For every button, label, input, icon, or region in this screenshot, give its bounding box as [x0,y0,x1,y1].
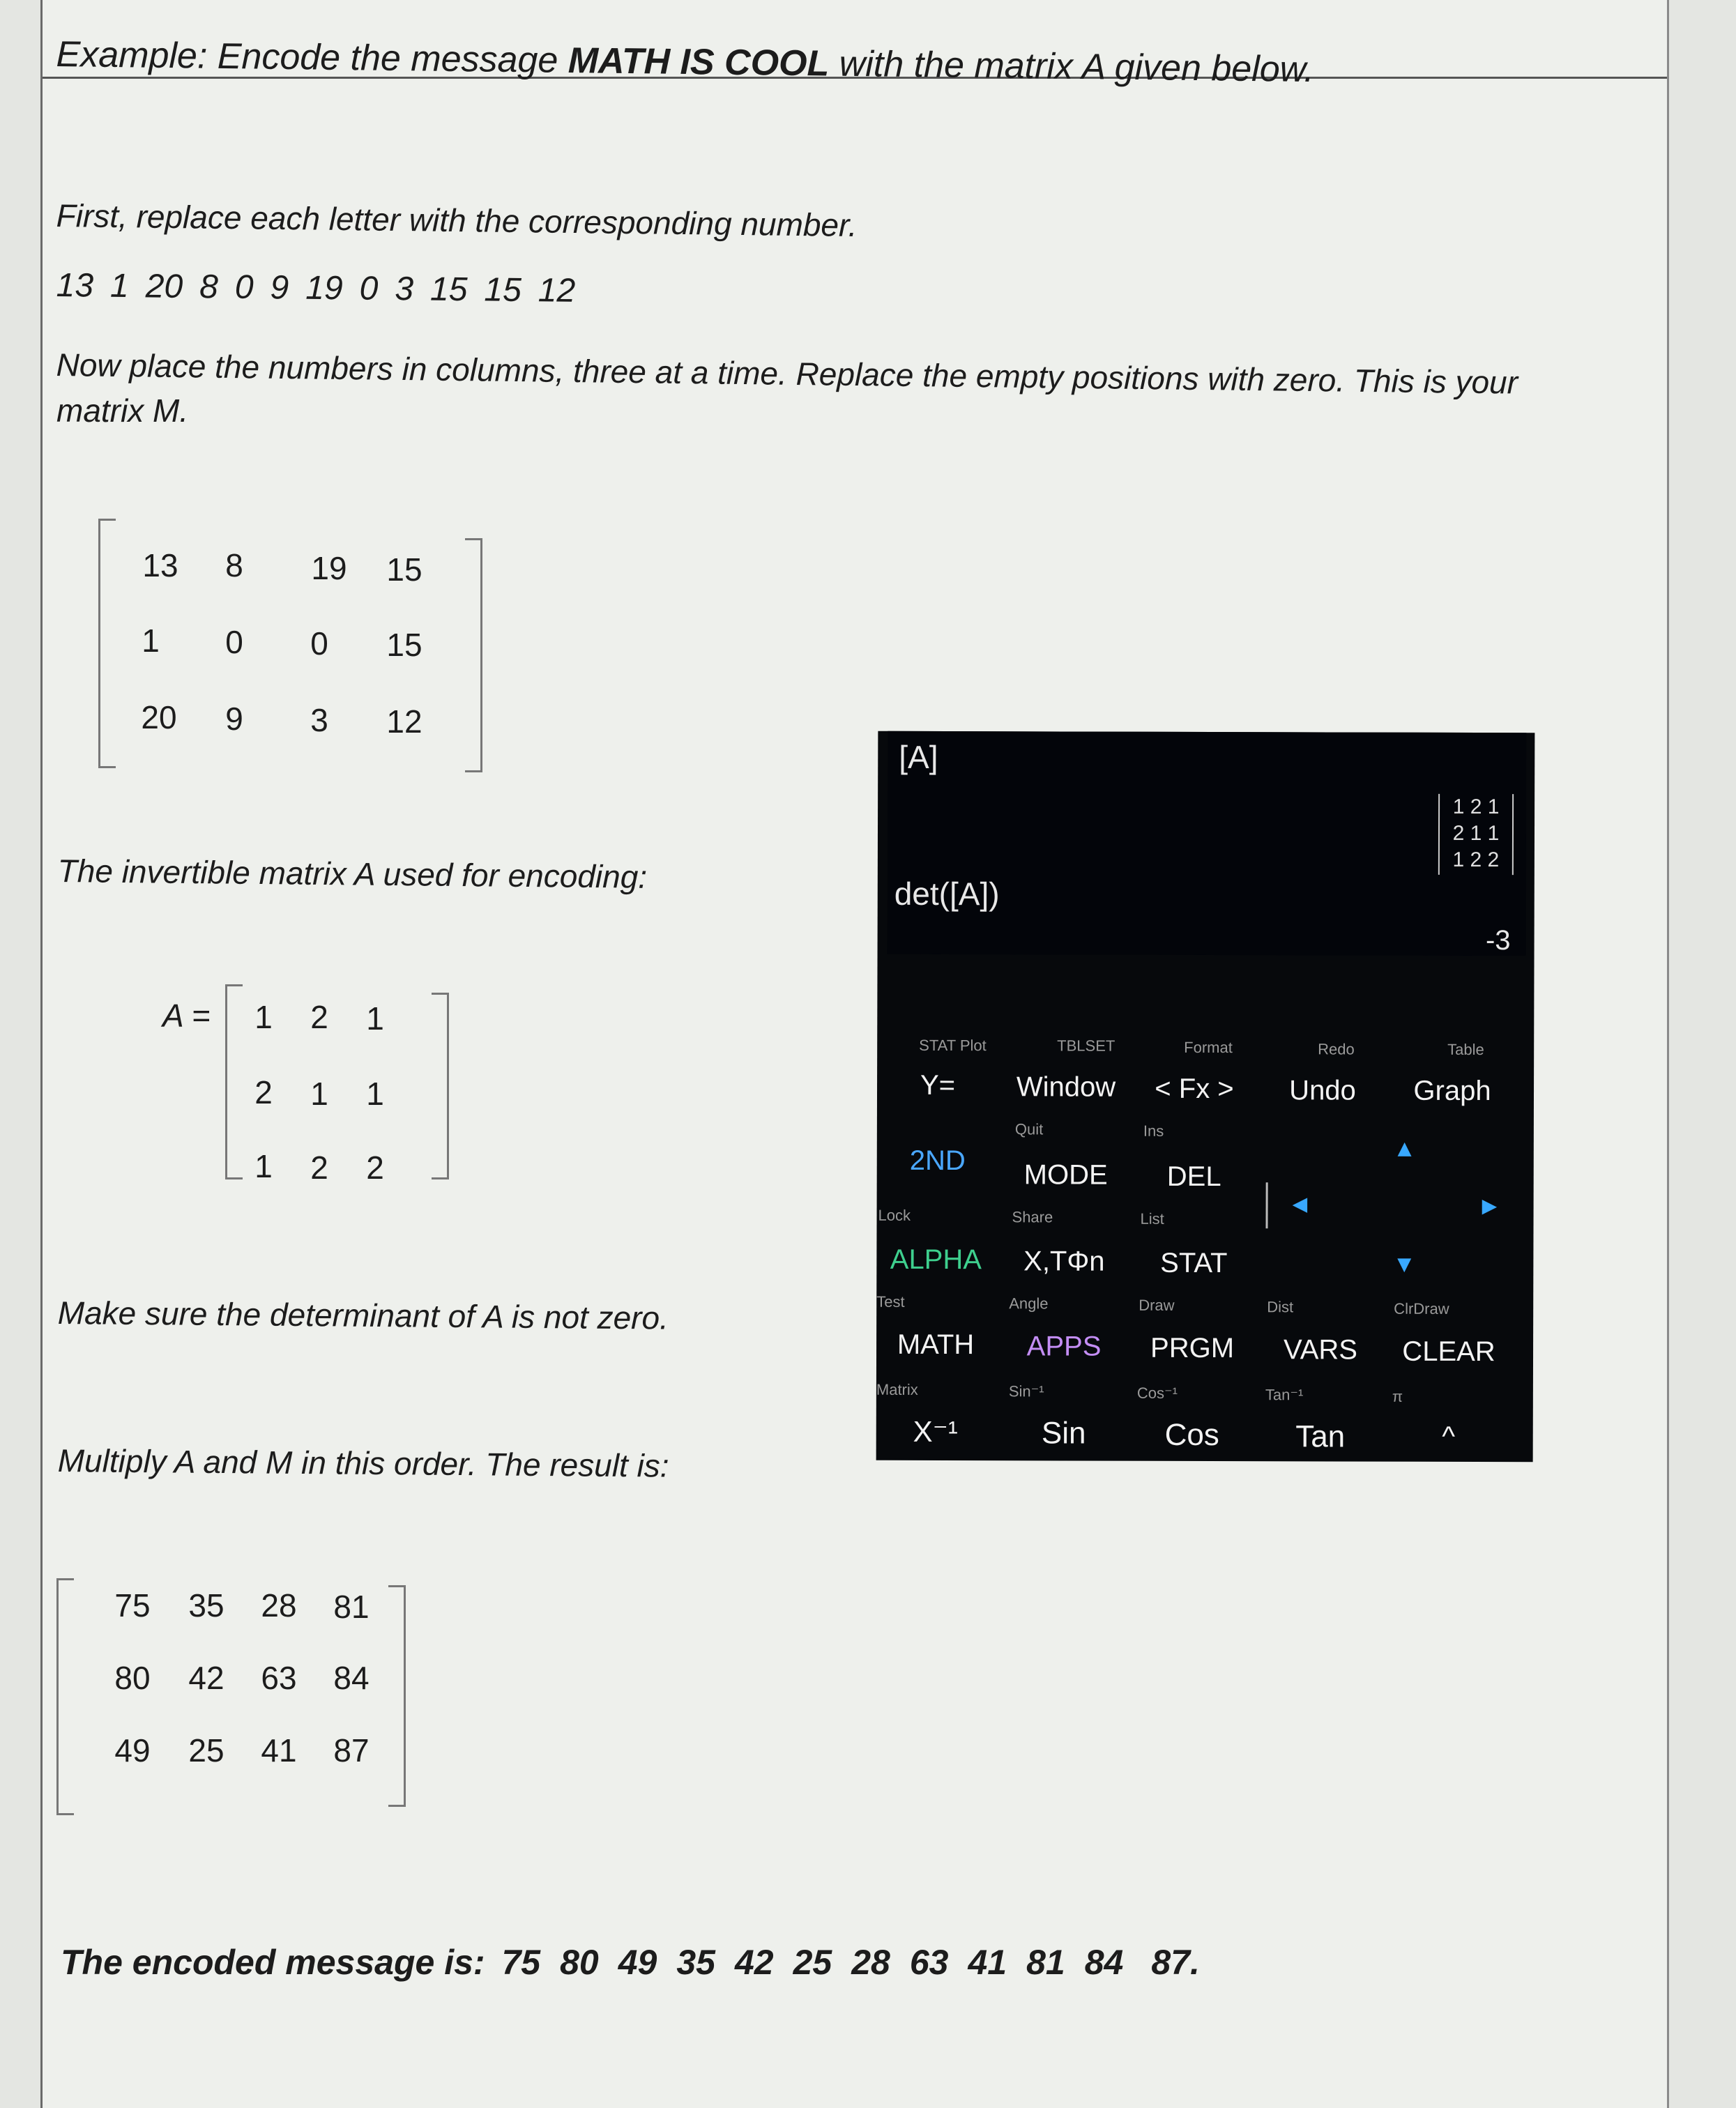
label-sin-inverse: Sin⁻¹ [1008,1382,1044,1400]
matrix-m-cell: 0 [225,624,243,660]
invertible-label: The invertible matrix A used for encoding: [57,853,648,895]
key-window[interactable]: Window [1016,1071,1116,1103]
key-apps[interactable]: APPS [1026,1331,1102,1362]
result-cell: 75 [114,1587,151,1624]
label-tan-inverse: Tan⁻¹ [1265,1386,1304,1404]
label-tblset: TBLSET [1057,1037,1116,1055]
arrow-right-icon[interactable]: ▶ [1482,1195,1498,1217]
matrix-m-cell: 15 [386,627,422,663]
key-prgm[interactable]: PRGM [1150,1332,1235,1364]
label-format: Format [1184,1038,1233,1057]
matrix-a-label: A = [162,998,211,1034]
step2-text-cont: matrix M. [56,392,189,429]
matrix-m-left-bracket [98,519,116,768]
matrix-m-cell: 12 [386,703,422,740]
matrix-m-cell: 8 [225,547,243,583]
label-table: Table [1447,1040,1484,1059]
key-x-t-theta-n[interactable]: X,TΦn [1023,1246,1105,1277]
matrix-a-cell: 1 [366,1076,384,1112]
label-clrdraw: ClrDraw [1394,1299,1449,1318]
result-cell: 63 [261,1660,297,1696]
key-clear[interactable]: CLEAR [1402,1336,1495,1368]
label-draw: Draw [1139,1296,1175,1314]
key-graph[interactable]: Graph [1413,1075,1491,1107]
result-cell: 28 [261,1587,297,1624]
matrix-m-cell: 1 [142,623,160,659]
key-del[interactable]: DEL [1166,1161,1221,1193]
label-pi: π [1392,1387,1403,1405]
label-stat-plot: STAT Plot [919,1036,987,1055]
label-list: List [1140,1209,1164,1228]
arrow-left-icon[interactable]: ◀ [1292,1193,1308,1215]
result-right-bracket [388,1585,406,1807]
label-angle: Angle [1009,1294,1049,1313]
key-alpha[interactable]: ALPHA [890,1244,982,1276]
calculator [876,731,1535,1462]
key-fx[interactable]: < Fx > [1155,1073,1234,1105]
result-cell: 87 [333,1732,370,1769]
matrix-a-cell: 1 [254,1148,273,1184]
matrix-a-cell: 1 [366,1000,384,1037]
det-note: Make sure the determinant of A is not zero. [57,1294,669,1336]
label-matrix: Matrix [876,1380,918,1398]
screen-matrix-output: 1 2 1 2 1 1 1 2 2 [1438,794,1514,875]
matrix-m-cell: 9 [225,701,243,737]
key-vars[interactable]: VARS [1284,1334,1358,1366]
letter-numbers: 13 1 20 8 0 9 19 0 3 15 15 12 [56,266,576,310]
step1-text: First, replace each letter with the corresponding number. [56,197,858,244]
arrow-down-icon[interactable]: ▼ [1392,1251,1417,1278]
result-left-bracket [56,1578,74,1815]
screen-det-entry: det([A]) [894,875,1000,912]
step2-text: Now place the numbers in columns, three at a time. Replace the empty positions with zero. This is your [56,346,1518,401]
key-x-inverse[interactable]: X⁻¹ [913,1414,958,1449]
cursor-bar [1266,1182,1268,1228]
label-redo: Redo [1318,1040,1355,1058]
result-cell: 25 [188,1732,224,1769]
label-share: Share [1012,1208,1053,1226]
example-title: Example: Encode the message MATH IS COOL with the matrix A given below. [56,33,1315,91]
key-sin[interactable]: Sin [1041,1416,1086,1451]
matrix-m-cell: 0 [310,625,328,662]
result-cell: 49 [114,1732,151,1769]
key-math[interactable]: MATH [897,1329,975,1361]
matrix-a-right-bracket [432,993,449,1179]
label-lock: Lock [878,1206,911,1224]
matrix-m-cell: 15 [386,551,422,588]
result-cell: 81 [333,1589,370,1625]
label-cos-inverse: Cos⁻¹ [1136,1384,1178,1402]
matrix-a-cell: 1 [310,1076,328,1112]
matrix-m-cell: 19 [311,550,347,586]
matrix-a-cell: 2 [310,999,328,1035]
screen-matrix-a-entry: [A] [899,738,938,775]
matrix-a-cell: 2 [254,1074,273,1110]
result-cell: 41 [261,1732,297,1769]
label-dist: Dist [1267,1298,1294,1316]
key-tan[interactable]: Tan [1295,1419,1346,1454]
key-mode[interactable]: MODE [1023,1159,1108,1191]
result-cell: 42 [188,1660,224,1696]
result-cell: 35 [188,1587,224,1624]
matrix-m-cell: 3 [310,702,328,738]
matrix-m-cell: 20 [141,699,177,735]
label-test: Test [876,1292,905,1311]
label-ins: Ins [1143,1122,1164,1140]
key-undo[interactable]: Undo [1289,1075,1356,1106]
matrix-a-cell: 2 [310,1150,328,1186]
result-cell: 84 [333,1660,370,1696]
key-caret[interactable]: ^ [1442,1421,1456,1452]
result-cell: 80 [114,1660,151,1696]
key-cos[interactable]: Cos [1164,1417,1219,1453]
key-stat[interactable]: STAT [1160,1247,1228,1279]
multiply-note: Multiply A and M in this order. The result is: [57,1442,669,1484]
matrix-m-cell: 13 [142,547,178,583]
calculator-screen [888,731,1527,956]
screen-det-result: -3 [1485,925,1511,956]
encoded-message: The encoded message is: 75 80 49 35 42 25 28 63 41 81 84 87. [61,1943,1200,1982]
key-y-equals[interactable]: Y= [920,1069,956,1101]
matrix-a-cell: 1 [254,999,273,1035]
matrix-a-cell: 2 [366,1150,384,1186]
label-quit: Quit [1014,1120,1044,1138]
matrix-m-right-bracket [465,538,482,772]
key-2nd[interactable]: 2ND [909,1145,966,1177]
arrow-up-icon[interactable]: ▲ [1392,1135,1417,1162]
